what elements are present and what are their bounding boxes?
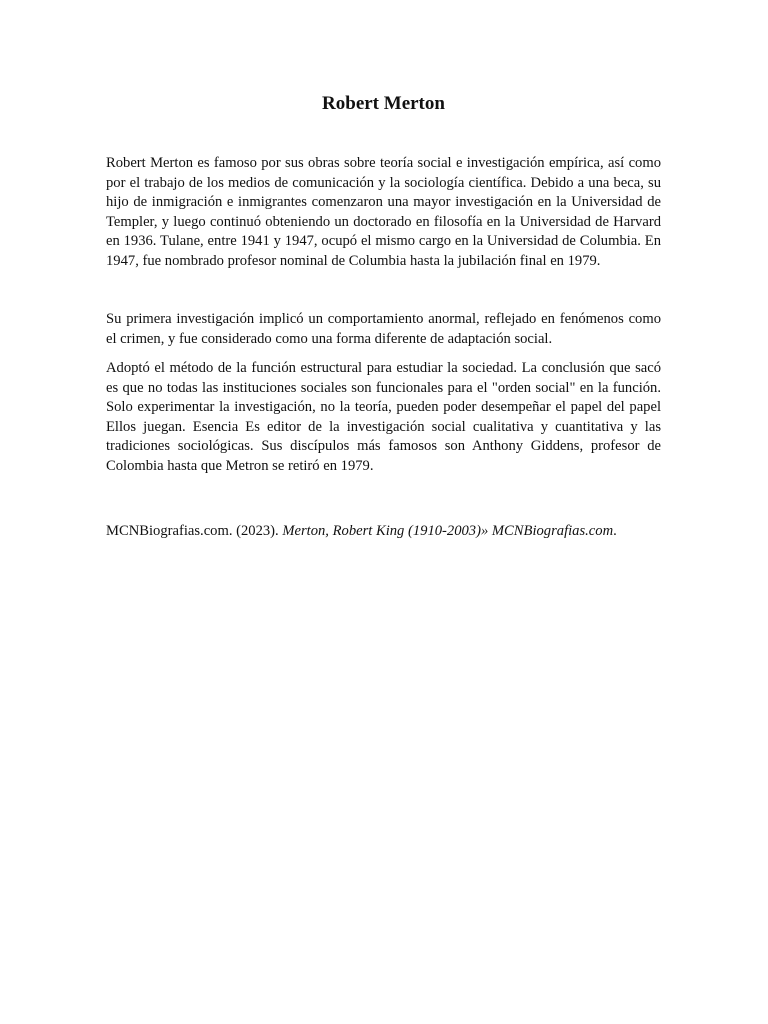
- citation-author: MCNBiografias.com.: [106, 523, 233, 539]
- paragraph-biography: Robert Merton es famoso por sus obras sobre teoría social e investigación empírica, así como por el trabajo de los medios de comunicación y la sociología científica. Debido a una beca, su hijo de inmigración e inmigrantes comenzaron una mayor investigación en la Universidad de Templer, y luego continuó obteniendo un doctorado en filosofía en la Universidad de Harvard en 1936. Tulane, entre 1941 y 1947, ocupó el mismo cargo en la Universidad de Columbia. En 1947, fue nombrado profesor nominal de Columbia hasta la jubilación final en 1979.: [106, 155, 661, 269]
- citation-end: .: [613, 523, 617, 539]
- document-title: Robert Merton: [322, 93, 445, 114]
- paragraph-structural-function: Adoptó el método de la función estructural para estudiar la sociedad. La conclusión que sacó es que no todas las instituciones sociales son funcionales para el "orden social" en la función. Solo experimentar la investigación, no la teoría, pueden poder desempeñar el papel del papel Ellos juegan. Esencia Es editor de la investigación social cualitativa y cuantitativa y las tradiciones sociológicas. Sus discípulos más famosos son Anthony Giddens, profesor de Colombia hasta que Metron se retiró en 1979.: [106, 360, 661, 474]
- citation-year: (2023).: [236, 523, 279, 539]
- document-page: [106, 92, 661, 542]
- paragraph-first-research: Su primera investigación implicó un comportamiento anormal, reflejado en fenómenos como el crimen, y fue considerado como una forma diferente de adaptación social.: [106, 311, 661, 347]
- citation-title: Merton, Robert King (1910-2003)» MCNBiografias.com: [282, 523, 614, 539]
- citation: [106, 522, 661, 542]
